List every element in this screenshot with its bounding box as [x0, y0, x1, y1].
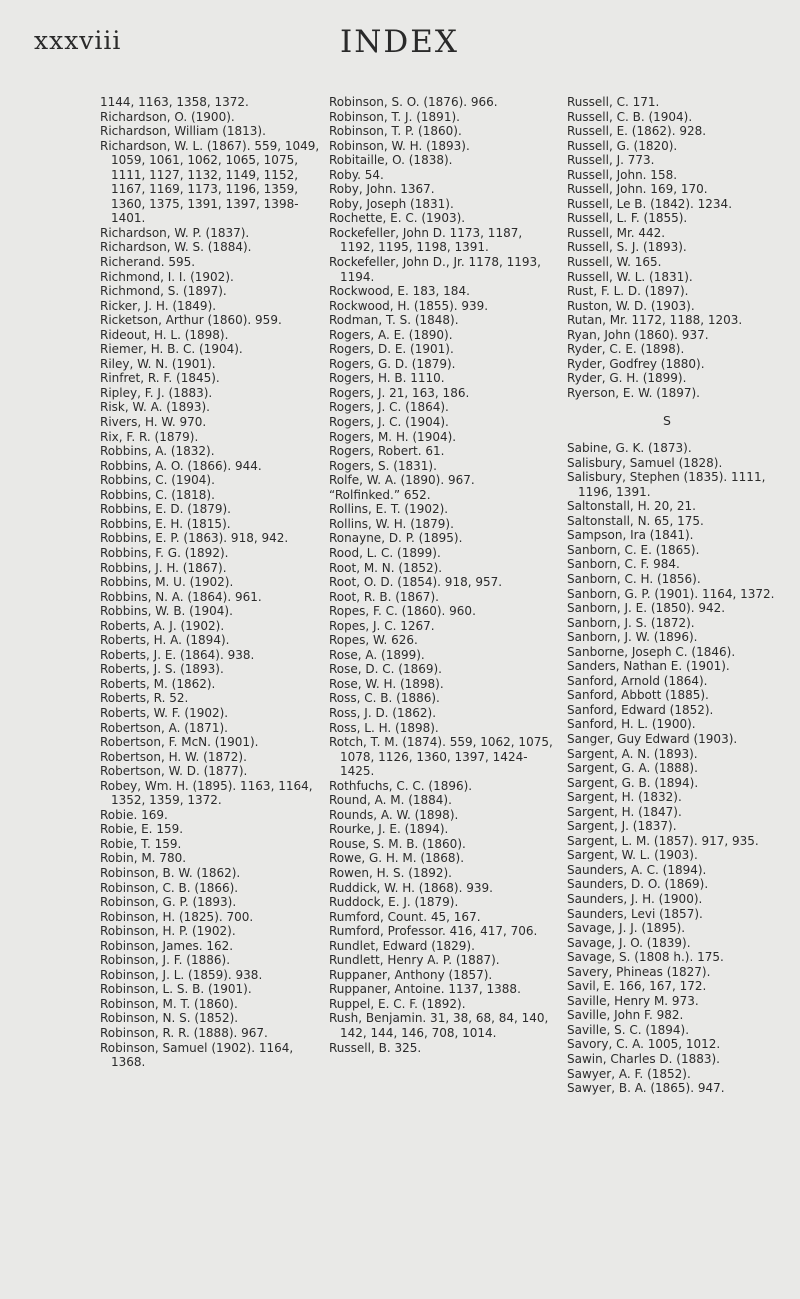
index-entry: Russell, C. B. (1904). [567, 109, 693, 124]
index-entry: Sanford, H. L. (1900). [567, 717, 696, 732]
index-entry: Rogers, H. B. 1110. [329, 371, 445, 386]
index-entry: Root, M. N. (1852). [329, 560, 443, 575]
index-entry: Robie, E. 159. [100, 822, 184, 837]
index-entry: Russell, John. 169, 170. [567, 182, 708, 197]
index-entry: Saunders, D. O. (1869). [567, 877, 709, 892]
index-column-3-upper [567, 95, 792, 400]
index-entry: Rose, A. (1899). [329, 647, 425, 662]
index-entry: Ropes, F. C. (1860). 960. [329, 604, 476, 619]
index-entry: Sanford, Abbott (1885). [567, 688, 709, 703]
index-entry: Ruppel, E. C. F. (1892). [329, 996, 466, 1011]
index-entry: Rogers, J. 21, 163, 186. [329, 385, 470, 400]
index-entry: Rollins, E. T. (1902). [329, 502, 449, 517]
index-entry: Robertson, W. D. (1877). [100, 764, 248, 779]
index-entry: Rundlet, Edward (1829). [329, 938, 475, 953]
index-entry: Ryder, Godfrey (1880). [567, 356, 705, 371]
index-entry: Robinson, B. W. (1862). [100, 865, 241, 880]
index-entry: Robinson, R. R. (1888). 967. [100, 1026, 268, 1040]
index-entry: Russell, J. 773. [567, 153, 655, 168]
index-entry: Sargent, H. (1832). [567, 790, 682, 805]
index-entry: Rogers, S. (1831). [329, 458, 437, 473]
index-entry: Riemer, H. B. C. (1904). [100, 342, 243, 357]
index-entry: Robbins, C. (1904). [100, 473, 215, 488]
index-entry: Sargent, G. A. (1888). [567, 761, 698, 776]
index-entry: Robbins, J. H. (1867). [100, 560, 227, 575]
index-entry: Sargent, W. L. (1903). [567, 848, 698, 863]
index-entry: Roby. 54. [329, 167, 384, 182]
index-column-3 [567, 95, 792, 1096]
index-entry: Sawyer, A. F. (1852). [567, 1066, 691, 1081]
index-entry: Root, R. B. (1867). [329, 589, 439, 604]
index-entry: Sargent, L. M. (1857). 917, 935. [567, 833, 759, 848]
index-entry: Sampson, Ira (1841). [567, 528, 694, 543]
index-entry: Rogers, A. E. (1890). [329, 327, 453, 342]
index-entry: Robbins, A. (1832). [100, 444, 215, 459]
index-entry: Russell, G. (1820). [567, 138, 678, 153]
index-entry: Rumford, Professor. 416, 417, 706. [329, 924, 538, 939]
index-entry: Robbins, E. P. (1863). 918, 942. [100, 531, 289, 546]
index-entry: Ryder, C. E. (1898). [567, 342, 685, 357]
index-entry: Roby, John. 1367. [329, 182, 435, 197]
index-entry: Ross, C. B. (1886). [329, 691, 440, 706]
index-entry: Ruddock, E. J. (1879). [329, 895, 459, 910]
index-entry: Rivers, H. W. 970. [100, 415, 207, 430]
index-entry: Sanborn, J. W. (1896). [567, 630, 698, 645]
index-entry: Robinson, H. P. (1902). [100, 924, 236, 939]
index-entry: Robbins, M. U. (1902). [100, 575, 234, 590]
index-entry: Rowen, H. S. (1892). [329, 865, 452, 880]
index-entry: Russell, Le B. (1842). 1234. [567, 196, 733, 211]
index-entry: Ripley, F. J. (1883). [100, 385, 213, 400]
index-entry: Roberts, R. 52. [100, 691, 189, 706]
index-entry: Robinson, J. F. (1886). [100, 953, 231, 968]
index-entry: Ronayne, D. P. (1895). [329, 531, 463, 546]
index-entry: Ropes, J. C. 1267. [329, 618, 435, 633]
index-entry: Savory, C. A. 1005, 1012. [567, 1037, 721, 1052]
index-entry: Saunders, Levi (1857). [567, 906, 703, 921]
index-entry: Rollins, W. H. (1879). [329, 516, 454, 531]
index-entry: Rideout, H. L. (1898). [100, 327, 229, 342]
index-entry: Rouse, S. M. B. (1860). [329, 836, 466, 851]
index-entry: Rust, F. L. D. (1897). [567, 284, 689, 299]
index-entry: Robbins, F. G. (1892). [100, 545, 229, 560]
index-entry: Roberts, A. J. (1902). [100, 618, 225, 633]
index-entry: Sanborn, C. H. (1856). [567, 571, 701, 586]
index-entry: Russell, W. L. (1831). [567, 269, 693, 284]
index-entry: Robinson, S. O. (1876). 966. [329, 95, 498, 109]
index-entry: Sargent, A. N. (1893). [567, 746, 698, 761]
page-title: INDEX [340, 24, 459, 60]
index-entry: Rochette, E. C. (1903). [329, 211, 466, 226]
index-entry: Sanborne, Joseph C. (1846). [567, 644, 736, 659]
index-entry: Robie. 169. [100, 807, 168, 822]
index-entry: Robinson, T. J. (1891). [329, 109, 460, 124]
index-entry: Robinson, G. P. (1893). [100, 895, 237, 910]
index-entry: Rose, D. C. (1869). [329, 662, 442, 677]
index-entry: Robinson, C. B. (1866). [100, 880, 239, 895]
index-entry: Roberts, J. E. (1864). 938. [100, 647, 255, 662]
index-entry: Savage, S. (1808 h.). 175. [567, 950, 724, 965]
index-entry: Russell, C. 171. [567, 95, 660, 109]
index-column-1 [100, 95, 325, 1070]
index-entry: Robertson, A. (1871). [100, 720, 228, 735]
index-entry: Rutan, Mr. 1172, 1188, 1203. [567, 313, 743, 328]
index-entry: Sabine, G. K. (1873). [567, 441, 692, 456]
index-entry: Roby, Joseph (1831). [329, 196, 454, 211]
index-entry: Robinson, W. H. (1893). [329, 138, 470, 153]
index-entry: Robinson, J. L. (1859). 938. [100, 967, 263, 982]
index-entry: Salisbury, Samuel (1828). [567, 455, 723, 470]
index-entry: Robbins, E. D. (1879). [100, 502, 231, 517]
index-entry: Savil, E. 166, 167, 172. [567, 979, 707, 994]
index-entry: Saville, John F. 982. [567, 1008, 684, 1023]
index-entry: Russell, B. 325. [329, 1040, 422, 1055]
index-entry: Rogers, J. C. (1904). [329, 415, 449, 430]
page-header [0, 24, 800, 64]
index-entry: Richardson, W. P. (1837). [100, 225, 250, 240]
index-entry: Sargent, G. B. (1894). [567, 775, 699, 790]
index-entry: Sanford, Edward (1852). [567, 702, 714, 717]
index-entry: Rundlett, Henry A. P. (1887). [329, 953, 500, 968]
index-entry: Saunders, A. C. (1894). [567, 862, 707, 877]
index-entry: Rockefeller, John D., Jr. 1178, 1193, 1194. [329, 255, 541, 284]
index-entry: Roberts, H. A. (1894). [100, 633, 230, 648]
index-entry: Saltonstall, H. 20, 21. [567, 499, 696, 514]
index-entry: Rinfret, R. F. (1845). [100, 371, 220, 386]
index-entry: Robinson, N. S. (1852). [100, 1011, 239, 1026]
index-entry: Robertson, F. McN. (1901). [100, 735, 259, 750]
index-entry: Saunders, J. H. (1900). [567, 891, 703, 906]
index-entry: Ryan, John (1860). 937. [567, 327, 709, 342]
section-letter-heading: S [663, 413, 671, 429]
index-entry: Ross, J. D. (1862). [329, 705, 437, 720]
index-entry: Ruppaner, Anthony (1857). [329, 967, 493, 982]
index-entry: Rockefeller, John D. 1173, 1187, 1192, 1195, 1198, 1391. [329, 225, 523, 255]
index-entry: Sargent, H. (1847). [567, 804, 682, 819]
index-entry: Rounds, A. W. (1898). [329, 807, 459, 822]
index-entry: Rotch, T. M. (1874). 559, 1062, 1075, 1078, 1126, 1360, 1397, 1424-1425. [329, 735, 553, 779]
index-entry: Ryder, G. H. (1899). [567, 371, 687, 386]
index-entry: Rodman, T. S. (1848). [329, 313, 459, 328]
index-entry: Round, A. M. (1884). [329, 793, 452, 808]
index-entry: “Rolfinked.” 652. [329, 487, 431, 502]
index-entry: Ruston, W. D. (1903). [567, 298, 695, 313]
index-entry: Rood, L. C. (1899). [329, 545, 441, 560]
index-entry: Ruppaner, Antoine. 1137, 1388. [329, 982, 521, 997]
index-entry: Sanders, Nathan E. (1901). [567, 659, 730, 674]
index-entry: Ruddick, W. H. (1868). 939. [329, 880, 493, 895]
index-entry: Rumford, Count. 45, 167. [329, 909, 481, 924]
index-entry: Rix, F. R. (1879). [100, 429, 199, 444]
index-entry: Rourke, J. E. (1894). [329, 822, 449, 837]
index-column-3-lower [567, 441, 792, 1096]
index-entry: Richmond, S. (1897). [100, 284, 227, 299]
index-entry: Richardson, O. (1900). [100, 109, 235, 124]
index-entry: Robbins, A. O. (1866). 944. [100, 458, 262, 473]
index-entry: Sawyer, B. A. (1865). 947. [567, 1081, 725, 1096]
index-entry: Robinson, Samuel (1902). 1164, 1368. [100, 1040, 294, 1070]
index-entry: Ross, L. H. (1898). [329, 720, 439, 735]
index-entry: 1144, 1163, 1358, 1372. [100, 95, 249, 109]
index-entry: Rowe, G. H. M. (1868). [329, 851, 465, 866]
index-entry: Ryerson, E. W. (1897). [567, 385, 700, 400]
index-entry: Sanborn, C. F. 984. [567, 557, 680, 572]
index-entry: Rogers, G. D. (1879). [329, 356, 456, 371]
index-column-2 [329, 95, 559, 1055]
index-entry: Richardson, W. S. (1884). [100, 240, 252, 255]
index-entry: Sanborn, J. S. (1872). [567, 615, 695, 630]
index-entry: Roberts, W. F. (1902). [100, 705, 229, 720]
index-entry: Robey, Wm. H. (1895). 1163, 1164, 1352, 1359, 1372. [100, 778, 313, 808]
index-entry: Sanborn, J. E. (1850). 942. [567, 601, 726, 616]
index-entry: Rogers, J. C. (1864). [329, 400, 449, 415]
index-entry: Saltonstall, N. 65, 175. [567, 513, 704, 528]
index-entry: Richardson, William (1813). [100, 124, 266, 139]
index-entry: Roberts, M. (1862). [100, 676, 216, 691]
index-entry: Robin, M. 780. [100, 851, 187, 866]
index-entry: Savery, Phineas (1827). [567, 964, 711, 979]
index-entry: Saville, S. C. (1894). [567, 1022, 690, 1037]
index-entry: Risk, W. A. (1893). [100, 400, 210, 415]
index-entry: Sanborn, C. E. (1865). [567, 542, 700, 557]
index-entry: Sanford, Arnold (1864). [567, 673, 708, 688]
index-entry: Robitaille, O. (1838). [329, 153, 453, 168]
index-entry: Russell, W. 165. [567, 255, 662, 270]
index-entry: Robinson, M. T. (1860). [100, 996, 238, 1011]
index-entry: Rush, Benjamin. 31, 38, 68, 84, 140, 142, 144, 146, 708, 1014. [329, 1011, 549, 1040]
index-entry: Saville, Henry M. 973. [567, 993, 699, 1008]
index-entry: Roberts, J. S. (1893). [100, 662, 224, 677]
index-entry: Sargent, J. (1837). [567, 819, 677, 834]
index-entry: Richmond, I. I. (1902). [100, 269, 234, 284]
index-entry: Rogers, Robert. 61. [329, 444, 445, 459]
index-entry: Robertson, H. W. (1872). [100, 749, 247, 764]
index-entry: Rothfuchs, C. C. (1896). [329, 778, 473, 793]
index-entry: Ricker, J. H. (1849). [100, 298, 217, 313]
index-entry: Sawin, Charles D. (1883). [567, 1052, 720, 1066]
index-entry: Russell, L. F. (1855). [567, 211, 688, 226]
index-entry: Robinson, H. (1825). 700. [100, 909, 254, 924]
index-entry: Root, O. D. (1854). 918, 957. [329, 575, 503, 590]
index-entry: Ricketson, Arthur (1860). 959. [100, 313, 282, 328]
index-entry: Sanger, Guy Edward (1903). [567, 731, 738, 746]
index-entry: Russell, S. J. (1893). [567, 240, 687, 255]
index-entry: Sanborn, G. P. (1901). 1164, 1372. [567, 586, 775, 601]
index-entry: Ropes, W. 626. [329, 633, 418, 648]
index-entry: Salisbury, Stephen (1835). 1111, 1196, 1391. [567, 470, 766, 499]
index-entry: Russell, E. (1862). 928. [567, 124, 707, 139]
index-entry: Richerand. 595. [100, 255, 196, 270]
index-entry: Russell, John. 158. [567, 167, 678, 182]
index-entry: Robbins, C. (1818). [100, 487, 215, 502]
index-entry: Rogers, M. H. (1904). [329, 429, 457, 444]
index-entry: Robbins, W. B. (1904). [100, 604, 233, 619]
index-entry: Robinson, L. S. B. (1901). [100, 982, 252, 997]
page-number: xxxviii [34, 26, 122, 55]
index-entry: Savage, J. O. (1839). [567, 935, 691, 950]
index-entry: Robie, T. 159. [100, 836, 182, 851]
index-entry: Robbins, E. H. (1815). [100, 516, 231, 531]
index-entry: Russell, Mr. 442. [567, 225, 666, 240]
index-entry: Rose, W. H. (1898). [329, 676, 444, 691]
index-entry: Rolfe, W. A. (1890). 967. [329, 473, 475, 488]
index-entry: Riley, W. N. (1901). [100, 356, 216, 371]
index-entry: Robinson, James. 162. [100, 938, 234, 953]
index-entry: Robbins, N. A. (1864). 961. [100, 589, 262, 604]
index-entry: Savage, J. J. (1895). [567, 921, 686, 936]
index-entry: Robinson, T. P. (1860). [329, 124, 462, 139]
index-entry: Rockwood, E. 183, 184. [329, 284, 470, 299]
index-entry: Rogers, D. E. (1901). [329, 342, 454, 357]
index-entry: Richardson, W. L. (1867). 559, 1049, 1059, 1061, 1062, 1065, 1075, 1111, 1127, 1132, 1149, 1152, 1167, 1169, 1173, 1196, 1359, 1360, 1375, 1391, 1397, 1398-1401. [100, 138, 320, 226]
index-entry: Rockwood, H. (1855). 939. [329, 298, 489, 313]
